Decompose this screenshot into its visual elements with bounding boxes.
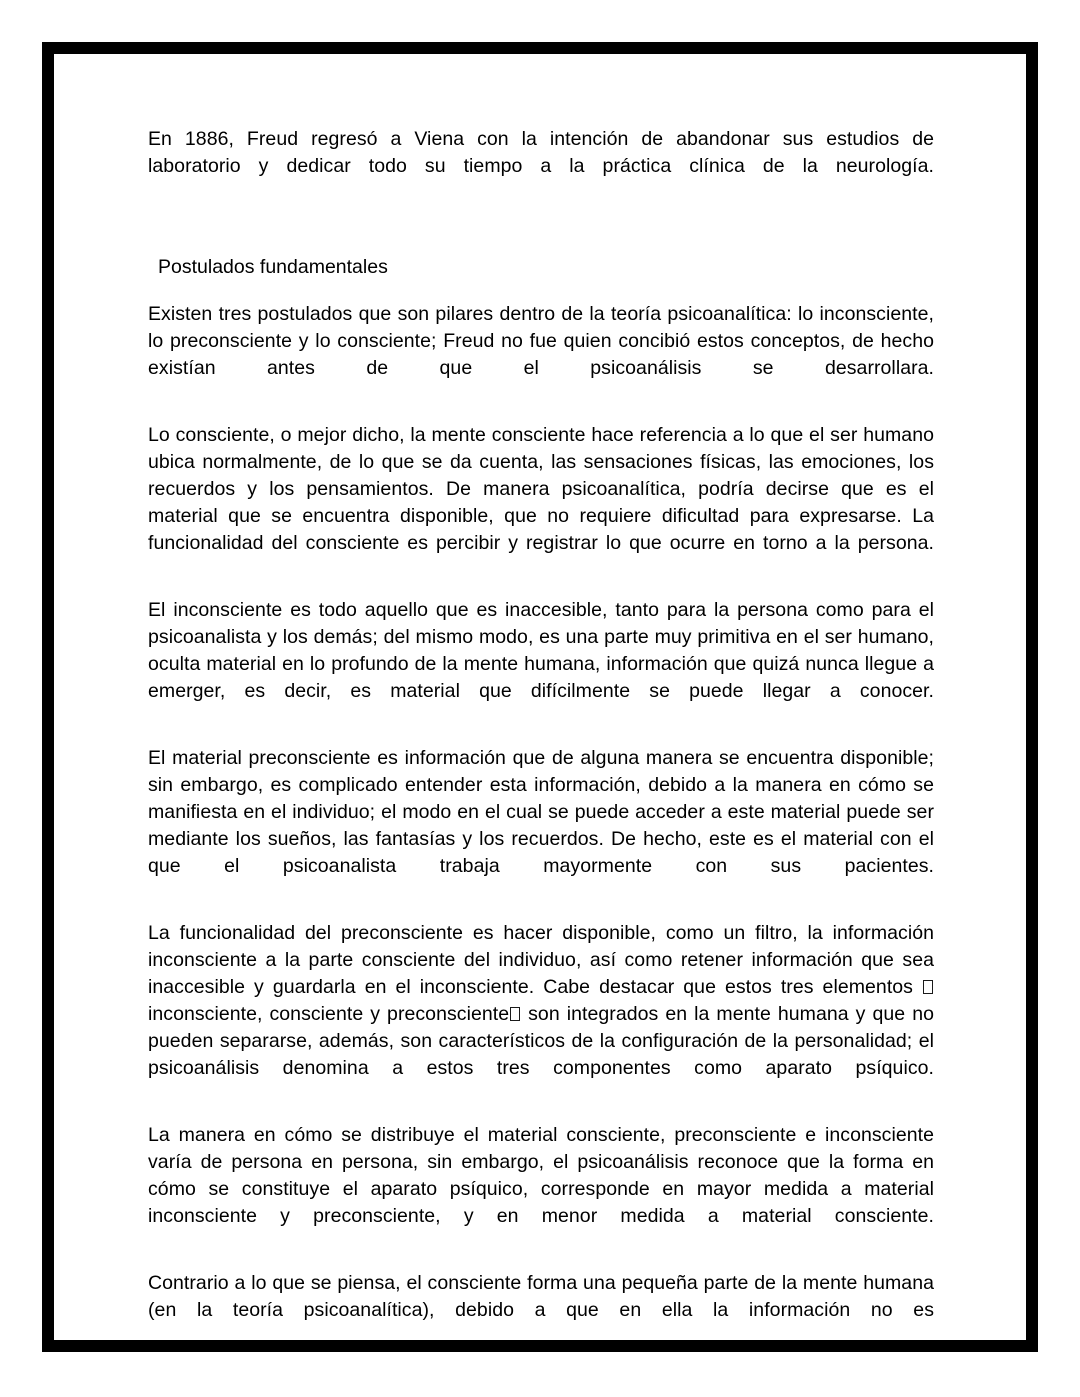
paragraph-text-segment-c: son integrados en la mente humana y que no pueden separarse, además, son característicos de la configuración de la personalidad; el psicoanálisis denomina a estos tres componentes como aparato psíquico. <box>148 1003 934 1079</box>
section-heading-postulados-fundamentales: Postulados fundamentales <box>158 256 388 278</box>
paragraph-intro-1886: En 1886, Freud regresó a Viena con la intención de abandonar sus estudios de laboratorio y dedicar todo su tiempo a la práctica clínica de la neurología. <box>148 128 934 177</box>
paragraph-distribucion-material: La manera en cómo se distribuye el material consciente, preconsciente e inconsciente varía de persona en persona, sin embargo, el psicoanálisis reconoce que la forma en cómo se constituye el aparato psíquico, corresponde en mayor medida a material inconsciente y preconsciente, y en menor medida a material consciente. <box>148 1124 934 1227</box>
page-border-frame <box>42 42 1038 1352</box>
paragraph-el-inconsciente: El inconsciente es todo aquello que es inaccesible, tanto para la persona como para el psicoanalista y los demás; del mismo modo, es una parte muy primitiva en el ser humano, oculta material en lo profundo de la mente humana, información que quizá nunca llegue a emerger, es decir, es material que difícilmente se puede llegar a conocer. <box>148 599 934 702</box>
missing-glyph-box-close-icon <box>510 1007 520 1021</box>
paragraph-funcionalidad-preconsciente <box>148 920 934 1109</box>
paragraph-material-preconsciente: El material preconsciente es información que de alguna manera se encuentra disponible; sin embargo, es complicado entender esta información, debido a la manera en cómo se manifiesta en el individuo; el modo en el cual se puede acceder a este material puede ser mediante los sueños, las fantasías y los recuerdos. De hecho, este es el material con el que el psicoanalista trabaja mayormente con sus pacientes. <box>148 747 934 877</box>
paragraph-contrario-a-lo-que-se-piensa: Contrario a lo que se piensa, el consciente forma una pequeña parte de la mente humana (en la teoría psicoanalítica), debido a que en ella la información no es <box>148 1272 934 1321</box>
paragraph-lo-consciente: Lo consciente, o mejor dicho, la mente consciente hace referencia a lo que el ser humano ubica normalmente, de lo que se da cuenta, las sensaciones físicas, las emociones, los recuerdos y los pensamientos. De manera psicoanalítica, podría decirse que es el material que se encuentra disponible, que no requiere dificultad para expresarse. La funcionalidad del consciente es percibir y registrar lo que ocurre en torno a la persona. <box>148 424 934 554</box>
paragraph-tres-postulados: Existen tres postulados que son pilares dentro de la teoría psicoanalítica: lo inconsciente, lo preconsciente y lo consciente; Freud no fue quien concibió estos conceptos, de hecho existían antes de que el psicoanálisis se desarrollara. <box>148 303 934 379</box>
paragraph-spacer <box>148 220 934 254</box>
document-text-column <box>148 126 934 1364</box>
missing-glyph-box-open-icon <box>923 980 933 994</box>
paragraph-text-segment-a: La funcionalidad del preconsciente es hacer disponible, como un filtro, la información inconsciente a la parte consciente del individuo, así como retener información que sea inaccesible y guardarla en el inconsciente. Cabe destacar que estos tres elementos <box>148 922 934 998</box>
paragraph-text-segment-b: inconsciente, consciente y preconsciente <box>148 1003 510 1025</box>
